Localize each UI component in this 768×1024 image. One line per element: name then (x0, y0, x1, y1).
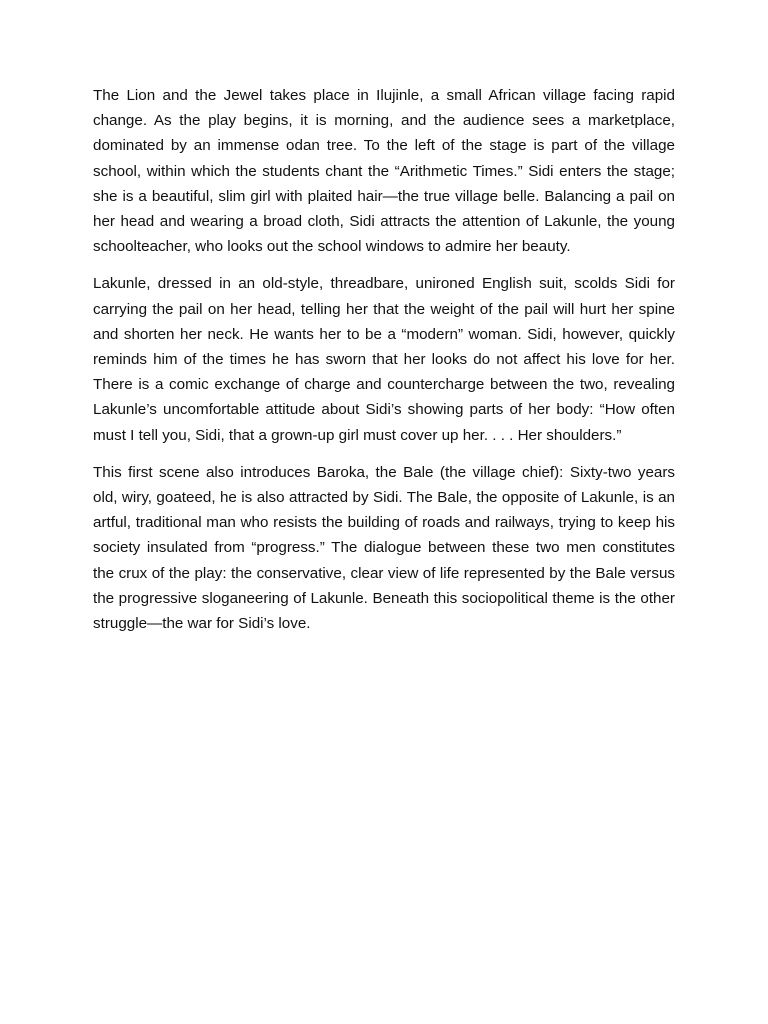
document-body (93, 83, 675, 648)
paragraph-1: The Lion and the Jewel takes place in Ilujinle, a small African village facing rapid change. As the play begins, it is morning, and the audience sees a marketplace, dominated by an immense odan tree. To the left of the stage is part of the village school, within which the students chant the “Arithmetic Times.” Sidi enters the stage; she is a beautiful, slim girl with plaited hair—the true village belle. Balancing a pail on her head and wearing a broad cloth, Sidi attracts the attention of Lakunle, the young schoolteacher, who looks out the school windows to admire her beauty. (93, 87, 675, 256)
paragraph-2: Lakunle, dressed in an old-style, threadbare, unironed English suit, scolds Sidi for carrying the pail on her head, telling her that the weight of the pail will hurt her spine and shorten her neck. He wants her to be a “modern” woman. Sidi, however, quickly reminds him of the times he has sworn that her looks do not affect his love for her. There is a comic exchange of charge and countercharge between the two, revealing Lakunle’s uncomfortable attitude about Sidi’s showing parts of her body: “How often must I tell you, Sidi, that a grown-up girl must cover up her. . . . Her shoulders.” (93, 275, 675, 444)
paragraph-3: This first scene also introduces Baroka, the Bale (the village chief): Sixty-two years old, wiry, goateed, he is also attracted by Sidi. The Bale, the opposite of Lakunle, is an artful, traditional man who resists the building of roads and railways, trying to keep his society insulated from “progress.” The dialogue between these two men constitutes the crux of the play: the conservative, clear view of life represented by the Bale versus the progressive sloganeering of Lakunle. Beneath this sociopolitical theme is the other struggle—the war for Sidi’s love. (93, 463, 675, 633)
